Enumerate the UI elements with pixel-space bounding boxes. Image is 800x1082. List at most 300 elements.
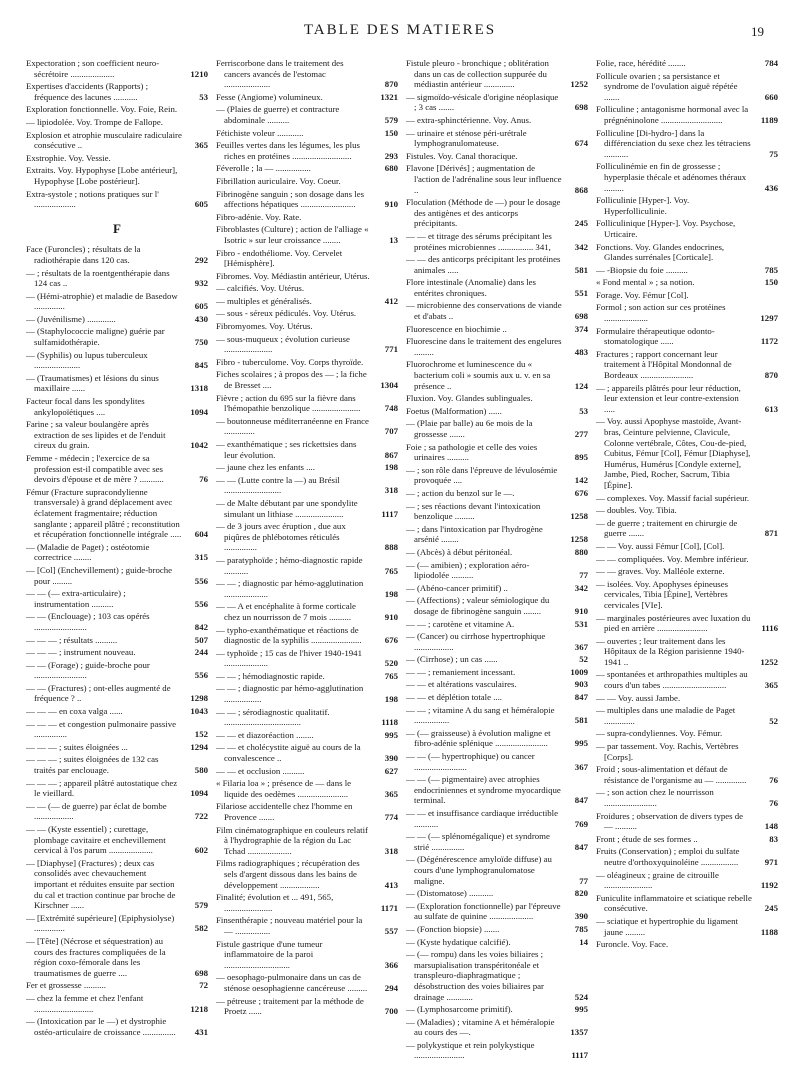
index-entry — [26, 993, 208, 1014]
entry-page: 784 — [764, 58, 778, 68]
index-entry — [216, 271, 398, 282]
index-entry — [216, 92, 398, 103]
index-entry — [216, 58, 398, 90]
entry-page: 365 — [384, 788, 398, 799]
entry-text: Fruits (Conservation) ; emploi du sulfate neutre d'orthoxyquinoléine ................. — [596, 846, 740, 867]
index-entry — [406, 888, 588, 899]
index-entry — [596, 383, 778, 415]
index-entry — [596, 505, 778, 516]
entry-page: 366 — [384, 959, 398, 970]
entry-text: — — — ; suites éloignées ... — [26, 741, 128, 752]
entry-page: 1318 — [190, 383, 208, 394]
entry-text: — — (— de guerre) par éclat de bombe .................. — [26, 800, 167, 822]
index-entry — [596, 71, 778, 103]
index-entry — [406, 151, 588, 162]
entry-text: — supra-condyliennes. Voy. Fémur. — [596, 728, 723, 739]
entry-page: 430 — [194, 313, 208, 324]
index-entry — [596, 764, 778, 785]
entry-page: 674 — [574, 138, 588, 149]
entry-text: — (Dégénérescence amyloïde diffuse) au cours d'une lymphogranulomatose maligne. — [406, 854, 552, 886]
entry-page: 903 — [574, 679, 588, 690]
entry-text: — — — et congestion pulmonaire passive ............... — [26, 718, 177, 740]
index-entry — [26, 913, 208, 934]
entry-text: — (— graisseuse) à évolution maligne et fibro-adénie splénique ........................ — [406, 727, 551, 749]
entry-text: Forage. Voy. Fémur [Col]. — [596, 289, 689, 300]
entry-page: 277 — [574, 429, 588, 439]
entry-text: — (Traumatismes) et lésions du sinus maxillaire ...... — [26, 372, 159, 394]
index-entry — [596, 493, 778, 504]
entry-text: Fétichiste voleur ............ — [216, 127, 304, 138]
index-entry — [26, 719, 208, 740]
entry-text: — (Plaie par balle) au 6e mois de la grossesse ....... — [406, 418, 533, 439]
entry-text: — (Abéno-cancer primitif) .. — [406, 582, 508, 593]
index-entry — [216, 972, 398, 993]
entry-page: 698 — [574, 311, 588, 322]
entry-text: — sous - séreux pédiculés. Voy. Utérus. — [216, 308, 357, 319]
entry-page: 14 — [579, 936, 588, 947]
index-entry — [216, 730, 398, 741]
entry-text: Ferriscorbone dans le traitement des cancers avancés de l'estomac ..................... — [216, 58, 344, 90]
entry-text: — ; dans l'intoxication par l'hydrogène arsénié ........ — [406, 523, 543, 545]
index-entry — [406, 524, 588, 545]
entry-text: Facteur focal dans les spondylites ankylopoïétiques .... — [26, 396, 145, 417]
entry-text: — (Hémi-atrophie) et maladie de Basedow .............. — [26, 290, 178, 312]
index-entry — [406, 949, 588, 1002]
entry-text: Furoncle. Voy. Face. — [596, 939, 669, 950]
entry-text: Film cinématographique en couleurs relatif à l'hydrographie de la région du Lac Tchad .................... — [216, 824, 368, 856]
entry-text: Face (Furoncles) ; résultats de la radiothérapie dans 120 cas. — [26, 244, 141, 265]
index-entry — [216, 475, 398, 496]
entry-text: — — Voy. aussi Jambe. — [596, 692, 681, 703]
index-entry — [216, 369, 398, 390]
index-entry — [26, 706, 208, 717]
entry-page: 524 — [574, 991, 588, 1002]
entry-text: — — ; diagnostic par hémo-agglutination ................. — [216, 683, 364, 705]
index-entry — [216, 334, 398, 355]
entry-page: 1258 — [570, 511, 588, 522]
entry-text: — (Maladies) ; vitamine A et héméralopie au cours des —. — [406, 1016, 555, 1038]
index-entry — [406, 300, 588, 321]
entry-text: — — ; hémodiagnostic rapide. — [216, 670, 325, 681]
index-entry — [596, 518, 778, 539]
entry-page: 748 — [384, 403, 398, 414]
index-entry — [406, 901, 588, 922]
entry-page: 582 — [194, 923, 208, 934]
index-entry — [26, 453, 208, 485]
entry-text: — (Cancer) ou cirrhose hypertrophique .................. — [406, 631, 546, 652]
entry-text: — — et déplétion totale .... — [406, 692, 503, 703]
index-entry — [596, 277, 778, 288]
index-entry — [26, 487, 208, 540]
index-entry — [596, 579, 778, 611]
index-entry — [26, 373, 208, 394]
entry-page: 413 — [384, 879, 398, 890]
index-entry — [26, 153, 208, 164]
index-entry — [26, 801, 208, 822]
entry-page: 995 — [574, 1004, 588, 1015]
entry-page: 765 — [384, 565, 398, 576]
index-entry — [216, 163, 398, 174]
index-entry — [406, 92, 588, 113]
index-entry — [216, 555, 398, 576]
index-entry — [216, 462, 398, 473]
entry-page: 1117 — [571, 1050, 588, 1061]
index-entry — [26, 778, 208, 799]
entry-page: 342 — [574, 241, 588, 252]
entry-page: 148 — [764, 821, 778, 832]
entry-text: Folie, race, hérédité ........ — [596, 58, 686, 68]
entry-text: — — A et encéphalite à forme corticale chez un nourrisson de 7 mois .......... — [216, 601, 356, 622]
index-entry — [406, 465, 588, 486]
entry-text: — — des anticorps précipitant les protéines animales ..... — [406, 254, 561, 275]
entry-page: 771 — [384, 344, 398, 355]
index-entry — [216, 224, 398, 245]
index-entry — [216, 212, 398, 223]
index-entry — [596, 728, 778, 739]
entry-page: 1189 — [760, 114, 778, 125]
entry-page: 871 — [764, 528, 778, 539]
index-entry — [26, 742, 208, 753]
index-entry — [406, 679, 588, 690]
entry-text: — — (Enclouage) ; 103 cas opérés ........................ — [26, 611, 150, 632]
index-entry — [406, 751, 588, 772]
entry-text: Extra-systole ; notions pratiques sur l' ................... — [26, 188, 159, 210]
entry-text: — (Juvénilisme) ............. — [26, 313, 116, 324]
index-entry — [26, 326, 208, 347]
entry-page: 910 — [384, 611, 398, 622]
index-entry — [26, 189, 208, 210]
entry-text: Fémur (Fracture supracondylienne transversale) à grand déplacement avec éclatement fragmentaire; réduction sanglante ; appareil plâtré ; reconstitution et récupération fonctionnelle intégrale ..... — [26, 486, 182, 540]
entry-page: 367 — [574, 641, 588, 652]
entry-text: — sigmoïdo-vésicale d'origine néoplasique ; 3 cas ....... — [406, 91, 559, 113]
entry-page: 198 — [384, 462, 398, 473]
entry-text: — (Affections) ; valeur sémiologique du dosage de fibrinogène sanguin ........ — [406, 595, 550, 616]
entry-page: 750 — [194, 337, 208, 348]
entry-text: — — — ; résultats .......... — [26, 634, 118, 645]
entry-page: 613 — [764, 403, 778, 414]
entry-text: « Filaria loa » ; présence de — dans le liquide des oedèmes ....................... — [216, 778, 352, 799]
entry-text: — — (Forage) ; guide-broche pour ........................ — [26, 659, 150, 681]
entry-page: 1043 — [190, 706, 208, 717]
index-column-3 — [406, 58, 588, 1074]
index-entry — [596, 290, 778, 301]
index-entry — [596, 195, 778, 216]
index-entry — [596, 636, 778, 668]
entry-text: Fistule pleuro - bronchique ; oblitération dans un cas de collection suppurée du médiastin antérieur .............. — [406, 58, 549, 90]
entry-text: — (Exploration fonctionnelle) par l'épreuve au sulfate de quinine .................... — [406, 900, 561, 922]
entry-page: 932 — [194, 278, 208, 289]
index-entry — [26, 542, 208, 563]
index-entry — [216, 625, 398, 646]
entry-page: 1357 — [570, 1027, 588, 1038]
index-entry — [216, 858, 398, 890]
index-entry — [26, 1016, 208, 1037]
entry-text: — lipiodolée. Voy. Trompe de Fallope. — [26, 116, 163, 127]
entry-page: 870 — [384, 79, 398, 90]
index-entry — [216, 915, 398, 936]
entry-page: 244 — [194, 647, 208, 658]
entry-page: 1258 — [570, 534, 588, 545]
entry-page: 605 — [194, 199, 208, 210]
entry-page: 888 — [384, 542, 398, 553]
index-entry — [596, 870, 778, 891]
entry-text: Fibroblastes (Culture) ; action de l'alliage « Isotric » sur leur croissance ........ — [216, 224, 369, 245]
index-entry — [596, 58, 778, 69]
entry-page: 680 — [384, 163, 398, 174]
entry-page: 676 — [574, 487, 588, 498]
entry-text: Filariose accidentelle chez l'homme en Provence ....... — [216, 801, 353, 822]
index-entry — [596, 554, 778, 565]
entry-text: Fluorochrome et luminescence du « bacterium coli » soumis aux u. v. en sa présence .. — [406, 359, 551, 391]
entry-text: — jaune chez les enfants .... — [216, 462, 315, 473]
entry-page: 698 — [194, 967, 208, 978]
entry-text: — de guerre ; traitement en chirurgie de guerre ....... — [596, 517, 738, 539]
index-entry — [26, 858, 208, 911]
index-entry — [406, 277, 588, 298]
index-entry — [216, 521, 398, 553]
entry-page: 1210 — [190, 68, 208, 79]
index-entry — [406, 560, 588, 581]
entry-text: Folliculine ; antagonisme hormonal avec la prégnéninolone ............................ — [596, 104, 749, 125]
entry-text: — [Diaphyse] (Fractures) ; deux cas consolidés avec chevauchement important et réduites ensuite par section du cal et traction continue par broche de Kirschner ...... — [26, 857, 176, 911]
entry-text: Foie ; sa pathologie et celle des voies urinaires .......... — [406, 441, 538, 463]
index-entry — [596, 242, 778, 263]
entry-text: Fesse (Angiome) volumineux. — [216, 91, 323, 102]
index-entry — [26, 660, 208, 681]
index-entry — [596, 916, 778, 937]
entry-text: — pétreuse ; traitement par la méthode de Proetz ...... — [216, 995, 364, 1017]
index-entry — [406, 924, 588, 935]
index-entry — [596, 326, 778, 347]
entry-page: 847 — [574, 692, 588, 703]
entry-page: 556 — [194, 670, 208, 681]
entry-text: — ; résultats de la roentgenthérapie dans 124 cas .. — [26, 267, 170, 289]
entry-page: 867 — [384, 449, 398, 460]
entry-text: — sous-muqueux ; évolution curieuse ...................... — [216, 333, 350, 355]
entry-text: — (— rompu) dans les voies biliaires ; marsupialisation transpéritonéale et transpleuro-diaphragmatique ; désobstruction des voies biliaires par drainage ............ — [406, 949, 544, 1002]
index-entry — [26, 350, 208, 371]
entry-page: 1116 — [761, 623, 778, 634]
entry-page: 390 — [574, 911, 588, 922]
index-entry — [406, 359, 588, 391]
entry-page: 551 — [574, 287, 588, 298]
index-entry — [596, 939, 778, 950]
index-entry — [216, 892, 398, 913]
entry-page: 150 — [384, 127, 398, 138]
entry-page: 77 — [579, 570, 588, 581]
entry-page: 1042 — [190, 440, 208, 451]
entry-text: — spontanées et arthropathies multiples au cours d'un tabes ............................. — [596, 669, 748, 691]
entry-page: 1294 — [190, 741, 208, 752]
section-letter: F — [113, 220, 121, 236]
entry-text: Follicule ovarien ; sa persistance et syndrome de l'ovulation aiguë répétée ....... — [596, 70, 738, 102]
entry-text: — — (— extra-articulaire) ; instrumentation .......... — [26, 588, 126, 609]
entry-text: Folliculine [Di-hydro-] dans la différenciation du sexe chez les tétraciens ........... — [596, 127, 751, 159]
index-entry — [26, 588, 208, 609]
index-entry — [216, 176, 398, 187]
entry-text: — multiples dans une maladie de Paget .............. — [596, 705, 736, 726]
index-entry — [406, 336, 588, 357]
index-entry — [26, 244, 208, 265]
index-entry — [596, 161, 778, 193]
entry-page: 769 — [574, 818, 588, 829]
index-entry — [216, 321, 398, 332]
entry-page: 76 — [769, 798, 778, 808]
entry-page: 531 — [574, 618, 588, 629]
index-entry — [26, 396, 208, 417]
index-entry — [216, 140, 398, 161]
index-entry — [406, 705, 588, 726]
index-entry — [596, 128, 778, 160]
entry-text: Fibromyomes. Voy. Utérus. — [216, 321, 313, 332]
index-entry — [406, 1017, 588, 1038]
entry-text: — de 3 jours avec éruption , due aux piqûres de phlébotomes réticulés ............... — [216, 521, 346, 553]
index-entry — [216, 357, 398, 368]
entry-page: 77 — [579, 875, 588, 886]
entry-page: 365 — [194, 140, 208, 151]
entry-text: — — et cholécystite aiguë au cours de la convalescence .. — [216, 742, 361, 764]
index-column-1 — [26, 58, 208, 1074]
entry-page: 971 — [764, 856, 778, 867]
entry-text: Folliculinique [Hyper-]. Voy. Psychose, Urticaire. — [596, 218, 736, 239]
entry-text: — chez la femme et chez l'enfant ........................... — [26, 992, 144, 1014]
index-entry — [26, 314, 208, 325]
entry-page: 292 — [194, 254, 208, 265]
entry-page: 847 — [574, 795, 588, 806]
entry-page: 76 — [199, 474, 208, 485]
index-entry — [596, 566, 778, 577]
entry-text: Expertises d'accidents (Rapports) ; fréquence des lacunes ........... — [26, 81, 149, 102]
entry-page: 198 — [384, 694, 398, 705]
index-entry — [26, 565, 208, 586]
entry-page: 1118 — [381, 717, 398, 728]
index-entry — [596, 541, 778, 552]
entry-text: — ; appareils plâtrés pour leur réduction, leur extension et leur contre-extension ..... — [596, 382, 741, 414]
index-entry — [216, 578, 398, 599]
entry-page: 52 — [769, 715, 778, 726]
index-entry — [596, 846, 778, 867]
entry-page: 507 — [194, 634, 208, 645]
index-entry — [26, 635, 208, 646]
entry-text: — microbienne des conservations de viande et d'abats .. — [406, 300, 562, 322]
index-entry — [216, 601, 398, 622]
index-entry — [596, 416, 778, 490]
entry-page: 13 — [389, 234, 398, 245]
entry-text: — oléagineux ; graine de citrouille ...................... — [596, 869, 719, 891]
entry-page: 142 — [574, 475, 588, 486]
index-entry — [406, 631, 588, 652]
entry-page: 390 — [384, 753, 398, 764]
index-entry — [26, 291, 208, 312]
entry-page: 318 — [384, 845, 398, 856]
index-entry — [216, 128, 398, 139]
entry-page: 1094 — [190, 788, 208, 799]
entry-text: — (Cirrhose) ; un cas ...... — [406, 654, 498, 665]
entry-text: Fièvre ; action du 695 sur la fièvre dans l'hémopathie benzolique ...................... — [216, 392, 361, 414]
entry-page: 152 — [194, 729, 208, 740]
index-entry — [406, 831, 588, 852]
index-entry — [596, 218, 778, 239]
index-entry — [406, 937, 588, 948]
entry-text: Fluxion. Voy. Glandes sublinguales. — [406, 393, 533, 404]
entry-page: 870 — [764, 370, 778, 381]
entry-text: Expectoration ; son coefficient neuro-sécrétoire .................... — [26, 58, 160, 79]
index-entry — [596, 787, 778, 808]
entry-page: 785 — [574, 923, 588, 934]
entry-page: 707 — [384, 426, 398, 437]
entry-text: Fibro-adénie. Voy. Rate. — [216, 211, 302, 222]
entry-text: Fibromes. Voy. Médiastin antérieur, Utérus. — [216, 270, 370, 281]
entry-text: Fibro - tuberculome. Voy. Corps thyroïde. — [216, 356, 364, 367]
entry-page: 556 — [194, 598, 208, 609]
entry-text: Foetus (Malformation) ...... — [406, 405, 502, 416]
entry-text: Fistule gastrique d'une tumeur inflammatoire de la paroi .............................. — [216, 938, 323, 970]
index-entry — [216, 308, 398, 319]
index-entry — [406, 547, 588, 558]
index-entry — [406, 692, 588, 703]
index-entry — [596, 265, 778, 276]
entry-text: — sciatique et hypertrophie du ligament jaune ......... — [596, 915, 738, 937]
entry-text: — — (— splénomégalique) et syndrome strié ............... — [406, 831, 550, 852]
entry-text: — (Kyste hydatique calcifié). — [406, 936, 511, 947]
entry-page: 910 — [574, 605, 588, 616]
entry-text: Formulaire thérapeutique odonto-stomatologique ...... — [596, 325, 715, 347]
entry-page: 774 — [384, 812, 398, 822]
entry-text: Feuilles vertes dans les légumes, les plus riches en protéines ........................... — [216, 140, 360, 161]
entry-text: — typhoïde ; 15 cas de l'hiver 1940-1941 .................... — [216, 647, 362, 669]
entry-page: 367 — [574, 761, 588, 772]
index-entry — [406, 595, 588, 616]
entry-text: — extra-sphinctérienne. Voy. Anus. — [406, 114, 532, 125]
entry-page: 245 — [574, 218, 588, 229]
entry-text: — — et altérations vasculaires. — [406, 679, 517, 690]
entry-page: 315 — [194, 552, 208, 563]
entry-text: Froidures ; observation de divers types de — .......... — [596, 810, 744, 832]
entry-text: Formol ; son action sur ces protéines .................... — [596, 302, 726, 324]
index-entry — [406, 324, 588, 335]
entry-text: Exploration fonctionnelle. Voy. Foie, Rein. — [26, 104, 178, 115]
index-entry — [26, 419, 208, 451]
index-entry — [406, 254, 588, 275]
index-entry — [406, 418, 588, 439]
entry-page: 342 — [574, 582, 588, 593]
entry-page: 1321 — [380, 91, 398, 102]
entry-page: 1252 — [570, 79, 588, 90]
index-entry — [406, 115, 588, 126]
index-entry — [406, 501, 588, 522]
index-entry — [596, 741, 778, 762]
entry-text: Explosion et atrophie musculaire radiculaire consécutive .. — [26, 129, 182, 151]
entry-page: 581 — [574, 264, 588, 275]
page-number: 19 — [751, 24, 764, 39]
index-entry — [216, 104, 398, 125]
entry-text: — (Abcès) à début péritonéal. — [406, 546, 513, 557]
index-entry — [406, 406, 588, 417]
entry-text: — complexes. Voy. Massif facial supérieur. — [596, 492, 750, 503]
entry-page: 605 — [194, 301, 208, 312]
entry-text: Fonctions. Voy. Glandes endocrines, Glandes surrénales [Corticale]. — [596, 241, 725, 263]
entry-text: — (Fonction biopsie) ....... — [406, 923, 500, 934]
entry-text: Films radiographiques ; récupération des sels d'argent dissous dans les bains de développement .................. — [216, 858, 360, 890]
entry-page: 1094 — [190, 406, 208, 417]
entry-page: 83 — [769, 833, 778, 844]
entry-page: 604 — [194, 529, 208, 540]
entry-text: Folliculinémie en fin de grossesse ; hyperplasie thécale et adénomes théraux ......... — [596, 161, 747, 193]
entry-page: 53 — [579, 405, 588, 416]
entry-text: — — ; vitamine A du sang et héméralopie ................ — [406, 704, 555, 726]
entry-text: — calcifiés. Voy. Utérus. — [216, 283, 305, 294]
index-entry — [216, 742, 398, 763]
